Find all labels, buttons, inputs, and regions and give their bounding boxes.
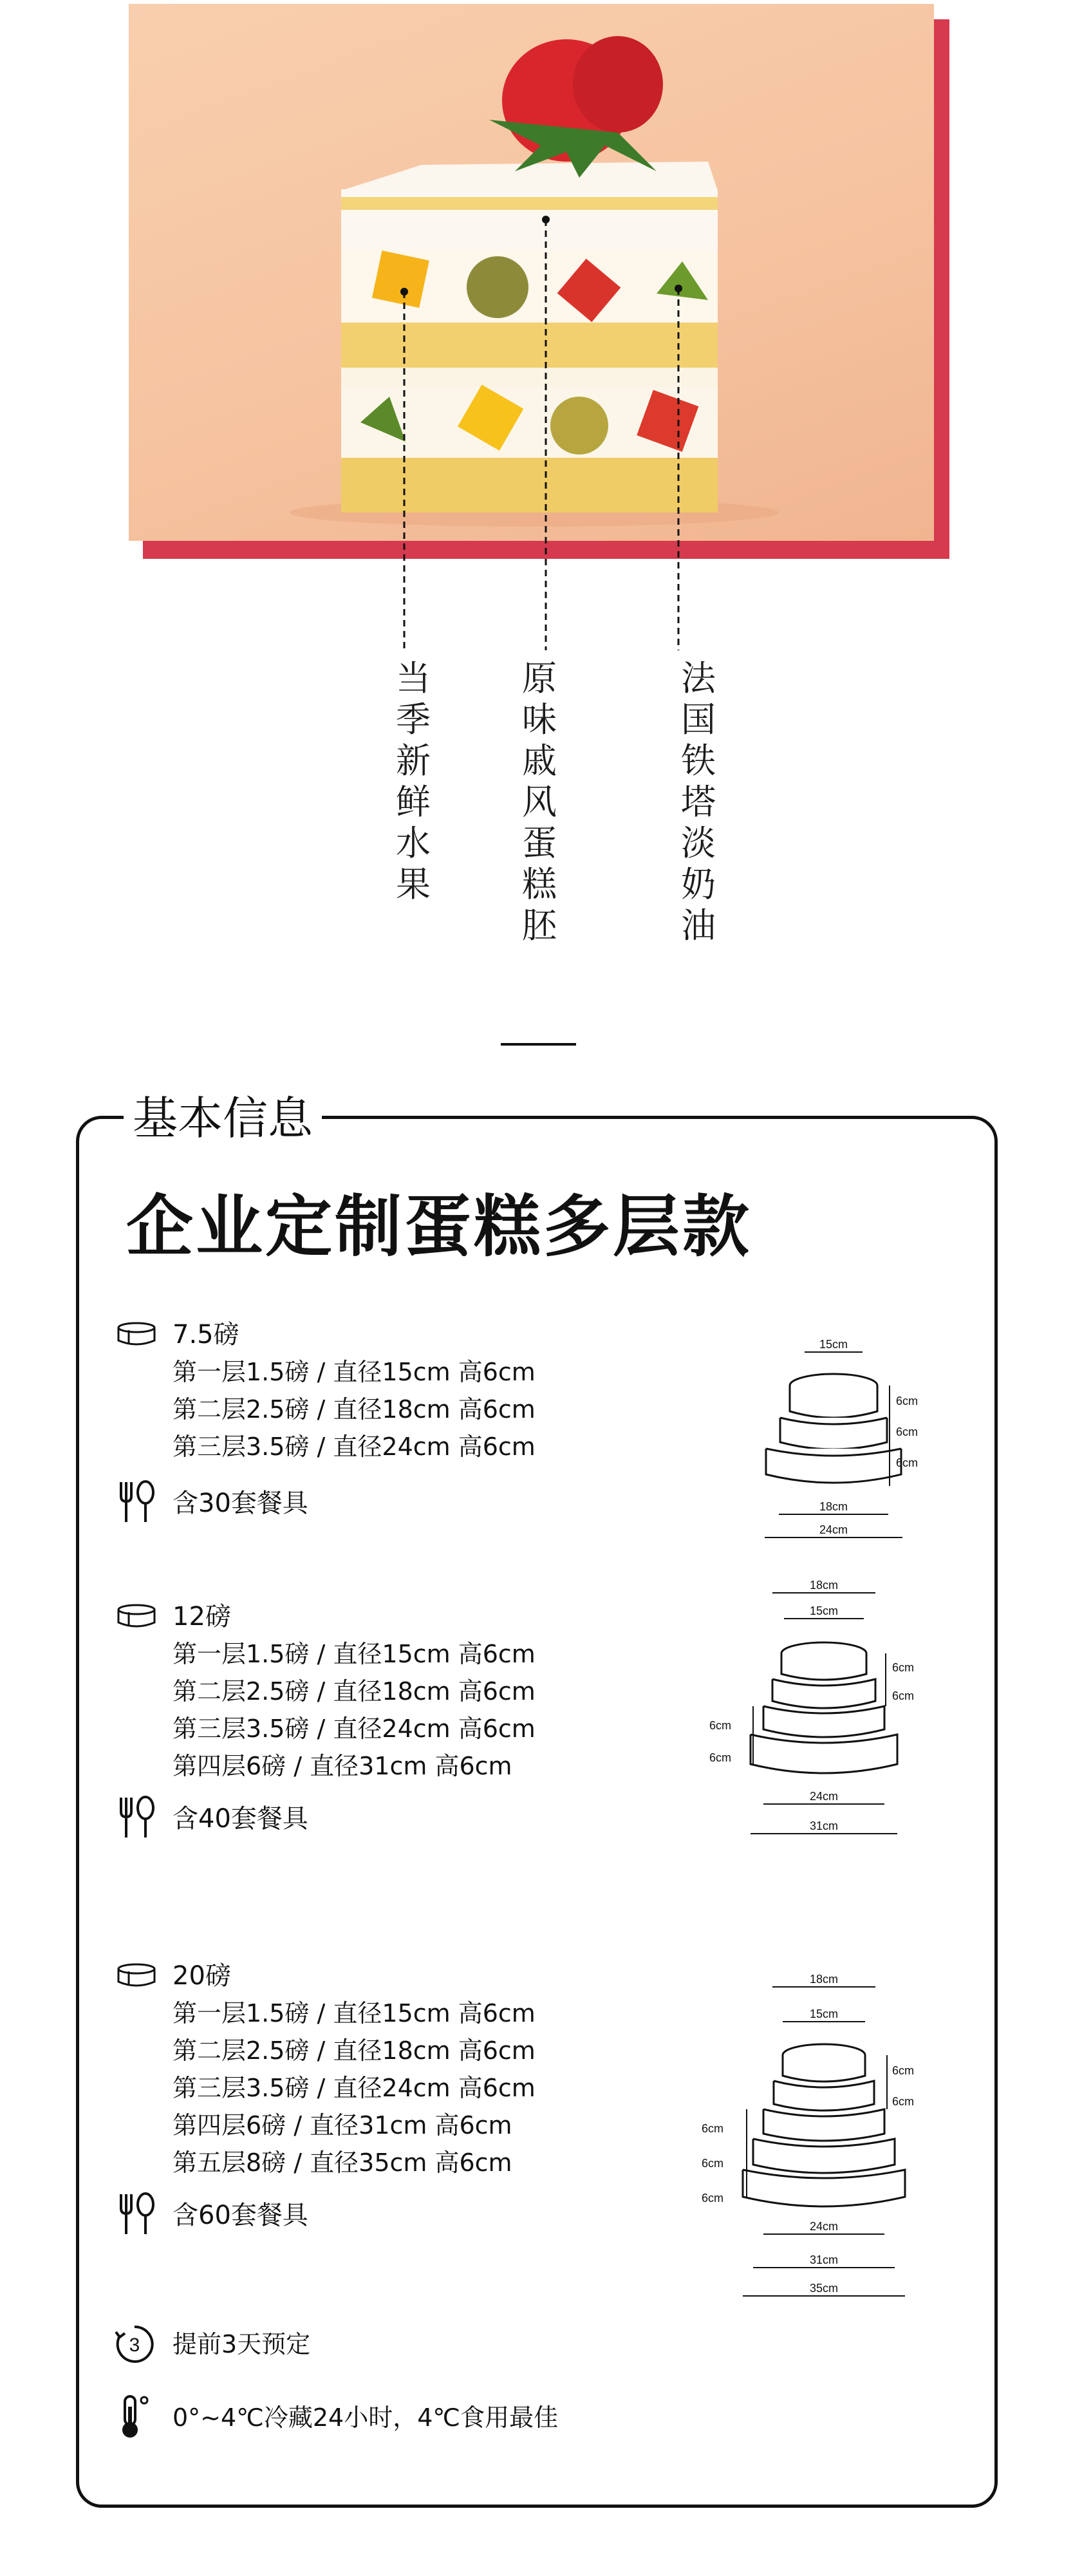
svg-text:6cm: 6cm <box>702 2122 724 2135</box>
section2-layer: 第四层6磅 / 直径31cm 高6cm <box>173 1752 512 1780</box>
svg-text:15cm: 15cm <box>809 1604 839 1617</box>
section3-layer: 第三层3.5磅 / 直径24cm 高6cm <box>173 2074 536 2102</box>
label-fresh-fruit: 当季新鲜水果 <box>396 658 431 905</box>
svg-text:3: 3 <box>129 2335 140 2356</box>
cutlery-icon <box>116 1480 157 1525</box>
svg-text:24cm: 24cm <box>809 1790 839 1803</box>
section2-layer: 第三层3.5磅 / 直径24cm 高6cm <box>173 1715 536 1743</box>
svg-text:18cm: 18cm <box>809 1973 839 1986</box>
svg-text:6cm: 6cm <box>896 1425 919 1438</box>
section3-layer: 第四层6磅 / 直径31cm 高6cm <box>173 2111 512 2139</box>
label-chiffon-cake: 原味戚风蛋糕胚 <box>522 658 557 946</box>
cake-icon <box>116 1962 157 1988</box>
storage-text: 0°~4℃冷藏24小时，4℃食用最佳 <box>173 2403 559 2432</box>
section1-cutlery: 含30套餐具 <box>173 1489 308 1518</box>
section1-weight: 7.5磅 <box>173 1320 239 1349</box>
svg-text:24cm: 24cm <box>819 1523 848 1536</box>
section3-cake-diagram <box>702 1970 914 2331</box>
dim-text: 15cm <box>819 1339 848 1351</box>
svg-text:6cm: 6cm <box>892 1689 914 1702</box>
svg-text:6cm: 6cm <box>896 1456 919 1469</box>
section2-cake-diagram <box>708 1577 914 1861</box>
cutlery-icon <box>116 2192 157 2237</box>
section3-layer: 第二层2.5磅 / 直径18cm 高6cm <box>173 2036 536 2065</box>
label-cream: 法国铁塔淡奶油 <box>681 658 716 946</box>
section2-layer: 第一层1.5磅 / 直径15cm 高6cm <box>173 1640 536 1668</box>
info-heading: 基本信息 <box>124 1089 322 1147</box>
cutlery-icon <box>116 1795 157 1840</box>
advance-order-text: 提前3天预定 <box>173 2330 311 2358</box>
section1-cake-diagram <box>753 1339 920 1545</box>
svg-text:24cm: 24cm <box>809 2220 839 2233</box>
svg-text:31cm: 31cm <box>809 2253 839 2266</box>
product-title: 企业定制蛋糕多层款 <box>126 1187 752 1266</box>
hero-pointer-lines <box>0 0 1073 708</box>
section3-layer: 第一层1.5磅 / 直径15cm 高6cm <box>173 1999 536 2027</box>
section1-layer: 第一层1.5磅 / 直径15cm 高6cm <box>173 1358 536 1386</box>
svg-text:35cm: 35cm <box>809 2282 839 2295</box>
section3-cutlery: 含60套餐具 <box>173 2201 308 2230</box>
section-divider <box>501 1043 576 1046</box>
svg-text:31cm: 31cm <box>809 1819 839 1832</box>
section2-layer: 第二层2.5磅 / 直径18cm 高6cm <box>173 1677 536 1706</box>
section2-weight: 12磅 <box>173 1602 231 1631</box>
thermometer-icon <box>116 2394 152 2440</box>
svg-text:15cm: 15cm <box>809 2007 839 2020</box>
svg-text:6cm: 6cm <box>702 2192 724 2205</box>
clock-3-icon <box>113 2323 156 2365</box>
svg-text:18cm: 18cm <box>809 1579 839 1592</box>
svg-text:6cm: 6cm <box>892 2095 914 2108</box>
svg-text:6cm: 6cm <box>709 1751 732 1764</box>
svg-text:6cm: 6cm <box>892 1661 914 1674</box>
svg-text:6cm: 6cm <box>709 1719 732 1732</box>
section3-weight: 20磅 <box>173 1961 231 1991</box>
cake-icon <box>116 1603 157 1629</box>
svg-text:6cm: 6cm <box>892 2064 914 2077</box>
svg-text:6cm: 6cm <box>702 2157 724 2170</box>
section1-layer: 第二层2.5磅 / 直径18cm 高6cm <box>173 1395 536 1424</box>
svg-text:6cm: 6cm <box>896 1395 919 1407</box>
section2-cutlery: 含40套餐具 <box>173 1804 308 1834</box>
section3-layer: 第五层8磅 / 直径35cm 高6cm <box>173 2148 512 2177</box>
cake-icon <box>116 1321 157 1347</box>
section1-layer: 第三层3.5磅 / 直径24cm 高6cm <box>173 1433 536 1461</box>
svg-text:18cm: 18cm <box>819 1500 848 1513</box>
